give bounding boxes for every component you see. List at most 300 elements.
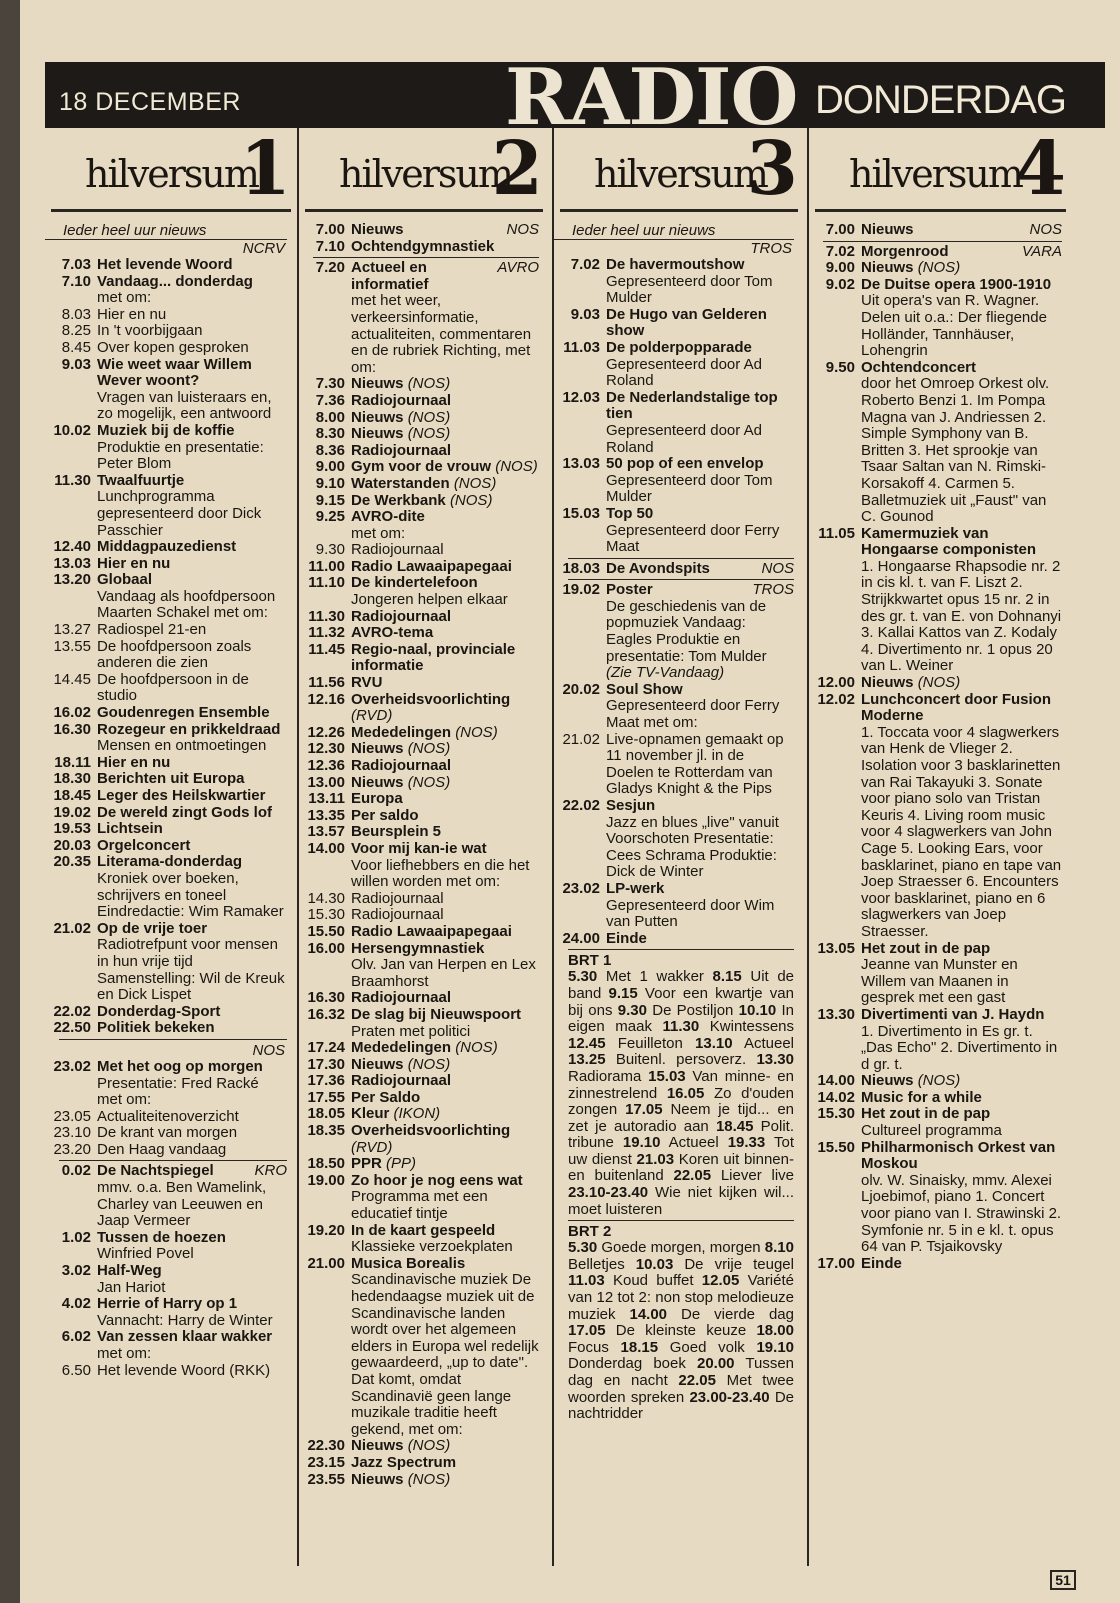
program-title: Kamermuziek van Hongaarse componisten (861, 524, 1037, 559)
program-time: 11.56 (308, 674, 345, 692)
program-body (351, 1223, 539, 1256)
program-title: Voor mij kan-ie wat (351, 839, 487, 857)
program-item (809, 222, 1072, 239)
listing-time: 17.05 (625, 1101, 663, 1119)
program-title: Beursplein 5 (351, 823, 442, 841)
listing-text: Tussen dag en nacht (568, 1355, 795, 1389)
header-title: RADIO (505, 52, 798, 143)
program-title: Nieuws (351, 221, 404, 238)
program-title: LP-werk (606, 879, 665, 897)
listing-text: De vierde dag (667, 1305, 794, 1323)
program-body (97, 473, 287, 539)
program-title: De Duitse opera 1900-1910 (861, 275, 1052, 293)
program-item (45, 705, 297, 722)
listing-time: 11.30 (662, 1018, 700, 1036)
program-item (299, 675, 549, 692)
program-item (45, 423, 297, 473)
program-body (861, 941, 1062, 1007)
program-time: 7.02 (825, 242, 855, 260)
program-time: 22.50 (53, 1019, 91, 1037)
program-body (351, 907, 539, 924)
program-time: 15.50 (817, 1138, 855, 1156)
broadcaster-note: (NOS) (407, 773, 451, 791)
program-body (97, 722, 287, 755)
program-body (97, 1020, 287, 1037)
program-item (299, 376, 549, 393)
program-title: AVRO-dite (351, 508, 425, 526)
listing-text: Met twee woorden spreken (568, 1372, 794, 1406)
program-item (299, 1156, 549, 1173)
program-title: Ochtendconcert (861, 358, 977, 376)
program-title: Van zessen klaar wakker (97, 1328, 273, 1346)
program-body (861, 1090, 1062, 1107)
program-item (299, 642, 549, 675)
program-title: PPR (351, 1155, 382, 1173)
program-body (97, 357, 287, 423)
program-title: De Hugo van Gelderen show (606, 305, 767, 340)
listing-text: Zo d'ouden zongen (568, 1084, 794, 1119)
program-description: Vannacht: Harry de Winter (97, 1311, 273, 1329)
program-item (809, 526, 1072, 675)
program-time: 13.55 (53, 637, 91, 655)
program-description: Gepresenteerd door Ad Roland (606, 355, 762, 390)
listing-text: Buitenl. persoverz. (605, 1051, 757, 1069)
program-body (861, 526, 1062, 675)
program-item (299, 1223, 549, 1256)
program-description: Winfried Povel (97, 1245, 194, 1263)
listing-text: Van minne- en zinnestrelend (568, 1067, 794, 1102)
program-title: De wereld zingt Gods lof (97, 803, 273, 821)
program-title: Ochtendgymnastiek (351, 237, 495, 255)
program-body (606, 456, 794, 506)
program-body (97, 1109, 287, 1126)
program-time: 13.30 (817, 1005, 855, 1023)
program-title: Overheidsvoorlichting (351, 1122, 511, 1140)
program-body (861, 1073, 1062, 1090)
listing-text: De nachtridder (568, 1388, 794, 1423)
program-title: Radiojournaal (351, 607, 452, 625)
program-time: 7.00 (315, 221, 345, 238)
program-description: Produktie en presentatie: Peter Blom (97, 438, 264, 473)
program-description: Klassieke verzoekplaten (351, 1238, 513, 1256)
program-item (299, 1256, 549, 1439)
program-item (45, 771, 297, 788)
program-time: 20.02 (562, 680, 600, 698)
station-heading (815, 128, 1066, 212)
program-body (97, 274, 287, 307)
program-body (606, 682, 794, 732)
program-item (809, 360, 1072, 526)
program-title: De Werkbank (351, 491, 446, 509)
program-item (45, 1125, 297, 1142)
program-time: 11.45 (308, 640, 345, 658)
program-time: 17.24 (307, 1039, 345, 1057)
program-time: 1.02 (61, 1228, 91, 1246)
program-item (299, 625, 549, 642)
program-title: Nieuws (351, 425, 404, 443)
program-item (299, 239, 549, 256)
station-name: hilversum (85, 152, 258, 196)
program-body (606, 340, 794, 390)
program-body (351, 575, 539, 608)
program-title: Nieuws (351, 375, 404, 393)
program-body (606, 582, 794, 682)
program-item (299, 443, 549, 460)
program-time: 23.02 (53, 1057, 91, 1075)
program-time: 13.35 (307, 806, 345, 824)
program-title: De kindertelefoon (351, 574, 478, 592)
program-title: Nieuws (861, 259, 914, 277)
program-body (351, 222, 539, 239)
program-title: Hersengymnastiek (351, 939, 485, 957)
program-item (299, 1057, 549, 1074)
program-time: 11.30 (54, 471, 91, 489)
program-title: Soul Show (606, 680, 683, 698)
program-time: 21.02 (562, 730, 600, 748)
program-body (861, 222, 1062, 239)
program-time: 19.00 (307, 1171, 345, 1189)
program-time: 17.36 (307, 1072, 345, 1090)
program-time: 16.30 (53, 720, 91, 738)
program-time: 6.02 (61, 1328, 91, 1346)
program-description: Lunchprogramma gepresenteerd door Dick Passchier (97, 488, 262, 539)
program-body (97, 1230, 287, 1263)
program-body (861, 1007, 1062, 1073)
listing-text: De kleinste keuze (605, 1322, 757, 1340)
listing-time: 18.00 (756, 1322, 794, 1340)
listing-text: Belletjes (568, 1255, 636, 1273)
listing-time: 14.00 (629, 1305, 668, 1323)
program-description: De hoofdpersoon in de studio (97, 670, 249, 705)
program-time: 18.05 (307, 1105, 345, 1123)
program-description: Radiospel 21-en (97, 621, 207, 639)
program-description: met om: (97, 1345, 152, 1362)
program-title: Radiojournaal (351, 391, 452, 409)
program-time: 13.11 (308, 790, 345, 808)
station-number: 4 (1014, 128, 1066, 212)
program-title: Donderdag-Sport (97, 1002, 221, 1020)
broadcaster-note: (NOS) (917, 259, 961, 277)
broadcaster-note: (NOS) (407, 408, 451, 426)
station-name: hilversum (339, 152, 512, 196)
program-time: 9.25 (315, 508, 345, 526)
program-item (299, 426, 549, 443)
program-body (351, 990, 539, 1007)
program-description: met om: (351, 524, 406, 542)
broadcaster-tag: TROS (752, 581, 794, 599)
program-time: 13.00 (307, 773, 345, 791)
program-item (45, 722, 297, 755)
program-title: Radiojournaal (351, 989, 452, 1007)
listing-time: 20.00 (696, 1355, 735, 1373)
program-description: Radiojournaal (351, 906, 444, 924)
program-time: 9.15 (315, 491, 345, 509)
program-body (97, 622, 287, 639)
program-item (809, 1090, 1072, 1107)
broadcaster-note: (NOS) (407, 375, 451, 393)
broadcaster-note: (NOS) (455, 723, 498, 741)
program-time: 3.02 (61, 1262, 91, 1280)
program-body (351, 393, 539, 410)
program-body (97, 1059, 287, 1109)
program-title: De havermoutshow (606, 256, 745, 273)
program-body (351, 1040, 539, 1057)
divider (59, 1160, 287, 1161)
program-item (554, 390, 804, 456)
program-description: mmv. o.a. Ben Wamelink, Charley van Leeuwen en Jaap Vermeer (97, 1179, 267, 1230)
broadcaster-note: (NOS) (917, 1072, 961, 1090)
program-body (351, 410, 539, 427)
program-title: Mededelingen (351, 1039, 452, 1057)
program-time: 17.55 (307, 1088, 345, 1106)
program-body (97, 788, 287, 805)
program-time: 23.05 (53, 1107, 91, 1125)
program-body (351, 542, 539, 559)
divider (823, 241, 1062, 242)
program-time: 24.00 (562, 929, 600, 947)
program-title: Nieuws (351, 1470, 404, 1488)
program-title: Top 50 (606, 504, 654, 522)
listing-time: 19.10 (622, 1134, 661, 1152)
program-time: 20.35 (53, 853, 91, 871)
program-item (554, 561, 804, 578)
column-hilversum-1 (45, 128, 297, 1566)
program-body (351, 476, 539, 493)
program-item (45, 1020, 297, 1037)
program-title: De Avondspits (606, 559, 710, 577)
program-time: 11.30 (308, 607, 345, 625)
program-time: 13.03 (562, 455, 600, 473)
listing-time: 5.30 (568, 1239, 598, 1257)
program-title: Nieuws (351, 740, 404, 758)
program-body (97, 423, 287, 473)
program-time: 20.03 (53, 836, 91, 854)
program-item (45, 921, 297, 1004)
program-title: De polderpopparade (606, 338, 752, 356)
station-name: hilversum (849, 152, 1022, 196)
program-item (299, 393, 549, 410)
program-item (809, 1256, 1072, 1273)
program-title: Hier en nu (97, 554, 171, 572)
program-title: Nieuws (861, 221, 914, 238)
program-title: Wie weet waar Willem Wever woont? (97, 355, 252, 390)
station-number: 1 (239, 128, 291, 212)
program-title: Lichtsein (97, 820, 163, 838)
program-description: Radiotrefpunt voor mensen in hun vrije tijd Samenstelling: Wil de Kreuk en Dick Lispet (97, 936, 285, 1004)
program-title: Nieuws (351, 1055, 404, 1073)
program-title: Music for a while (861, 1088, 982, 1106)
listing-time: 16.05 (666, 1084, 705, 1102)
brt2-text (554, 1240, 804, 1423)
program-item (299, 941, 549, 991)
program-time: 16.30 (307, 989, 345, 1007)
program-time: 23.15 (307, 1453, 345, 1471)
program-item (45, 1230, 297, 1263)
program-body (97, 572, 287, 622)
listing-text: Goede morgen, morgen (597, 1239, 765, 1257)
listing-text: Kwintessens (699, 1018, 795, 1036)
program-body (351, 1123, 539, 1156)
program-body (351, 625, 539, 642)
program-time: 17.00 (817, 1254, 855, 1272)
listing-text: Actueel (732, 1034, 795, 1052)
divider (568, 1220, 794, 1221)
program-time: 9.03 (61, 355, 91, 373)
program-description: Gepresenteerd door Wim van Putten (606, 896, 775, 931)
program-body (351, 891, 539, 908)
program-body (861, 260, 1062, 277)
program-body (351, 260, 539, 376)
program-body (351, 692, 539, 725)
program-body (351, 1057, 539, 1074)
program-body (861, 1106, 1062, 1139)
program-item (809, 1106, 1072, 1139)
program-description: Praten met politici (351, 1022, 471, 1040)
program-body (351, 642, 539, 675)
broadcaster-note: (NOS) (407, 740, 451, 758)
program-item (45, 307, 297, 324)
program-time: 8.25 (61, 322, 91, 340)
program-item (45, 622, 297, 639)
station-heading (305, 128, 543, 212)
program-item (299, 559, 549, 576)
program-body (97, 838, 287, 855)
program-time: 12.36 (307, 757, 345, 774)
program-body (351, 509, 539, 542)
station-heading (51, 128, 291, 212)
program-item (299, 775, 549, 792)
program-body (97, 672, 287, 705)
program-body (97, 1004, 287, 1021)
broadcaster-tag: NCRV (242, 240, 285, 257)
program-body (97, 639, 287, 672)
listing-text: Goed volk (658, 1338, 757, 1356)
program-body (351, 1256, 539, 1439)
program-body (861, 1140, 1062, 1256)
program-item (554, 732, 804, 798)
program-time: 0.02 (61, 1162, 91, 1180)
program-item (554, 506, 804, 556)
program-title: Half-Weg (97, 1262, 162, 1280)
program-time: 14.00 (817, 1072, 855, 1090)
program-title: Radio Lawaaipapegaai (351, 922, 512, 940)
program-description: 1. Toccata voor 4 slagwerkers van Henk de Vlieger 2. Isolation voor 3 basklarinetten van Rai Takayuki 3. Sonate voor piano solo van Tristan Keuris 4. Living room music voor 4 slagwerkers van John Cage 5. Looking Ears, voor basklarinet, piano en tape van Joep Straesser 6. Encounters voor basklarinet, piano en 6 slagwerkers van Joep Straesser. (861, 723, 1062, 940)
program-item (299, 410, 549, 427)
program-title: AVRO-tema (351, 624, 434, 642)
program-description: Uit opera's van R. Wagner. Delen uit o.a.: Der fliegende Holländer, Tannhäuser, Lohengrin (861, 292, 1047, 360)
program-body (351, 459, 539, 476)
station-heading (560, 128, 798, 212)
broadcaster-tag: AVRO (497, 259, 539, 277)
program-body (606, 257, 794, 307)
header-date: 18 DECEMBER (59, 88, 241, 116)
program-body (351, 775, 539, 792)
program-item (299, 1455, 549, 1472)
program-body (351, 1106, 539, 1123)
program-description: met het weer, verkeersinformatie, actualiteiten, commentaren en de rubriek Richting, met om: (351, 292, 532, 376)
program-description: Actualiteitenoverzicht (97, 1107, 239, 1125)
program-title: Met het oog op morgen (97, 1057, 263, 1075)
binding-spine (0, 0, 20, 1603)
program-time: 21.02 (53, 919, 91, 937)
program-item (45, 1263, 297, 1296)
program-item (45, 274, 297, 307)
program-time: 19.02 (562, 581, 600, 599)
program-body (351, 675, 539, 692)
program-body (351, 609, 539, 626)
program-time: 18.35 (307, 1122, 345, 1140)
program-title: Overheidsvoorlichting (351, 690, 511, 708)
program-time: 18.30 (53, 770, 91, 788)
program-time: 19.20 (307, 1221, 345, 1239)
program-time: 14.02 (817, 1088, 855, 1106)
broadcaster-note: (NOS) (917, 674, 961, 692)
listing-time: 9.30 (617, 1001, 647, 1019)
program-title: Musica Borealis (351, 1254, 466, 1272)
program-title: Nieuws (351, 773, 404, 791)
listing-time: 9.15 (608, 984, 638, 1002)
program-title: Muziek bij de koffie (97, 421, 235, 439)
program-time: 13.20 (53, 571, 91, 589)
program-item (45, 1363, 297, 1380)
program-body (606, 307, 794, 340)
program-body (97, 556, 287, 573)
program-item (299, 924, 549, 941)
program-title: Einde (861, 1254, 902, 1272)
program-title: Tussen de hoezen (97, 1228, 226, 1246)
program-time: 9.02 (825, 275, 855, 293)
program-time: 18.50 (307, 1155, 345, 1173)
broadcaster-note: (NOS) (495, 458, 538, 476)
program-title: Politiek bekeken (97, 1019, 215, 1037)
program-title: Nieuws (351, 408, 404, 426)
program-time: 13.57 (307, 823, 345, 841)
program-item (809, 277, 1072, 360)
program-item (554, 881, 804, 931)
program-item (554, 931, 804, 948)
program-body (97, 705, 287, 722)
program-body (97, 1142, 287, 1159)
program-description: Voor liefhebbers en die het willen worden met om: (351, 856, 530, 891)
program-body (606, 390, 794, 456)
program-item (299, 1040, 549, 1057)
program-time: 8.00 (315, 408, 345, 426)
program-description: met om: (97, 289, 152, 307)
program-item (299, 1173, 549, 1223)
broadcaster-tag: NOS (252, 1041, 285, 1059)
magazine-page (20, 0, 1120, 1603)
program-body (351, 1156, 539, 1173)
program-item (554, 307, 804, 340)
program-title: Actueel en informatief (351, 259, 429, 293)
program-body (351, 376, 539, 393)
listing-time: 13.10 (695, 1034, 733, 1052)
program-title: Op de vrije toer (97, 919, 208, 937)
program-body (351, 1090, 539, 1107)
program-description: Gepresenteerd door Tom Mulder (606, 471, 773, 506)
program-time: 18.03 (562, 559, 600, 577)
program-title: Poster (606, 581, 653, 599)
program-body (351, 1472, 539, 1489)
program-time: 9.30 (315, 541, 345, 559)
program-time: 9.10 (315, 474, 345, 492)
program-item (299, 542, 549, 559)
program-body (97, 771, 287, 788)
program-description: 1. Divertimento in Es gr. t. „Das Echo" 2. Divertimento in d gr. t. (861, 1022, 1058, 1073)
program-time: 11.00 (308, 557, 345, 575)
program-title: 50 pop of een envelop (606, 455, 764, 473)
program-title: Kleur (351, 1105, 390, 1123)
